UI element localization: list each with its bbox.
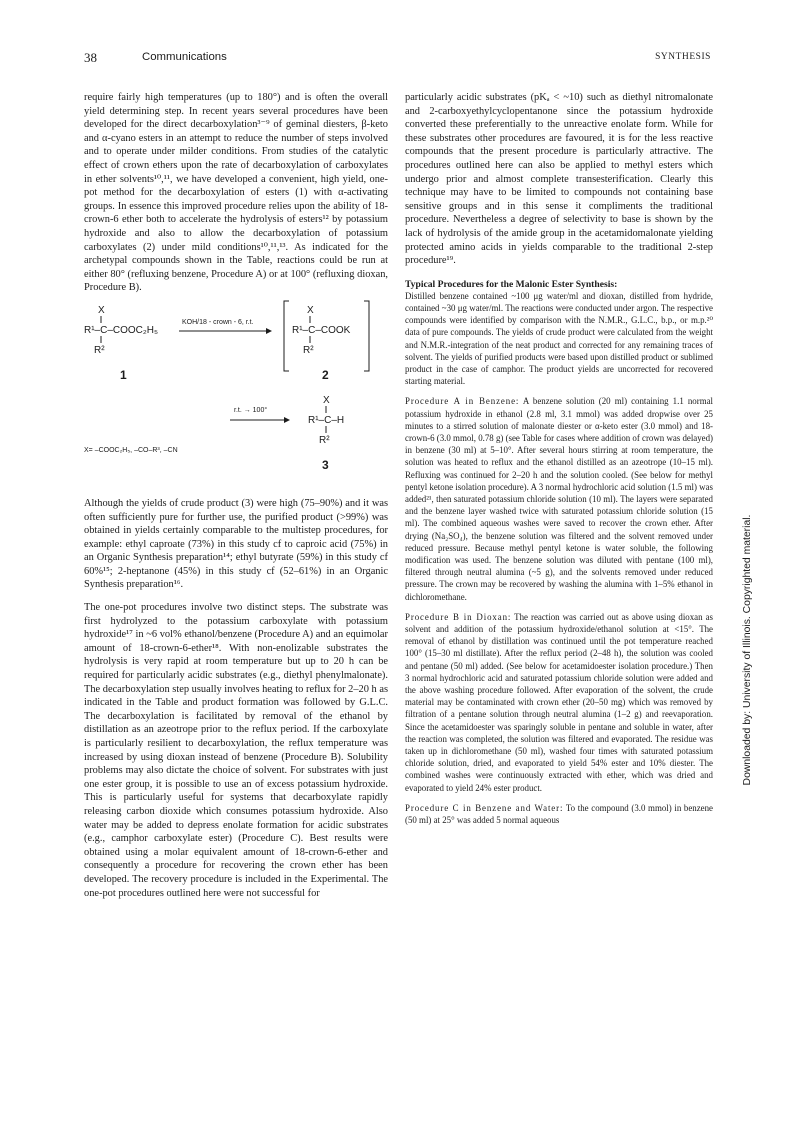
procedure-c <box>405 802 713 826</box>
procedures-heading: Typical Procedures for the Malonic Ester Synthesis: <box>405 278 618 290</box>
download-watermark: Downloaded by: University of Illinois. Copyrighted material. <box>742 514 753 786</box>
compound-label-3: 3 <box>322 457 329 472</box>
page-number: 38 <box>84 50 97 65</box>
procedure-b-text: The reaction was carried out as above using dioxan as solvent and addition of the potassium hydroxide/ethanol solution at <15°. The removal of ethanol by distillation was continued until the pot temperature reached 100° (15–30 ml distillate). After the reflux period (2–48 h), the solution was cooled and pentane (50 ml) added. (See below for acetamidoester isolation procedure.) Then 3 normal hydrochloric acid and saturated potassium chloride solution were added and the above washing procedure followed. After evaporation of the solvent, the crude material may be contaminated with crown ether (20–50 mg) which was removed by filtration of a pentane solution through neutral alumina (1–2 g) and reevaporation. Since the acetamidoester was sparingly soluble in pentane and soluble in water, after the reaction was completed, the solution was filtered and evaporated. The residue was taken up in dichloromethane (50 ml), washed four times with saturated potassium chloride solution, dried, and evaporated to yield 54% ester and 10% diester. The combined washes were continuously extracted with ether, which was dried and evaporated to yield 24% ester product. <box>405 611 713 793</box>
procedure-a <box>405 395 713 602</box>
product-formula: R¹–C–H <box>308 414 345 426</box>
paragraph-general-methods: Distilled benzene contained ~100 μg water/ml and dioxan, distilled from hydride, contained ~30 μg water/ml. The reactions were conducted under argon. The respective compounds were identified by comparison with the N.M.R., G.L.C., b.p., or m.p.²⁰ data of pure compounds. The yields of crude product were calculated from the weight and N.M.R.-integration of the neat product and corrected for any remaining traces of solvent. The yields of purified products were based upon distilled product or sublimed product in the case of camphor. The product yields are uncorrected for recovered starting material. <box>405 290 713 387</box>
r2-group-2: R² <box>303 344 314 356</box>
procedure-a-text: A benzene solution (20 ml) containing 1.1 normal potassium hydroxide in ethanol (2.8 ml, 3.1 mmol) was added dropwise over 25 minutes to a stirred solution of malonate diester or α-keto ester (3.0 mmol) and 18-crown-6 (3.0 mmol, 0.78 g) (see Table for cases where addition of crown was delayed) in benzene (30 ml) at 5–10°. After several hours stirring at room temperature, the solution was heated to reflux and the ethanol distilled as an azeotrope (10–15 ml). Refluxing was continued for 2–20 h and the solution cooled. (See below for methyl pentyl ketone isolation procedure). A 3 normal hydrochloric acid solution (1.5 ml) was added²¹, then saturated potassium chloride solution (10 ml). The layers were separated and the benzene layer washed twice with saturated potassium chloride solution (15 ml). The combined aqueous washes were saved to recover the crown ether. After drying (Na₂SO₄), the benzene solution was filtered and the solvent removed under reduced pressure. Because methyl pentyl ketone is water soluble, the following modification was used. The benzene solution was diluted with pentane (100 ml), filtered through neutral alumina (~5 g), and the solvents removed under reduced pressure. The crown may be recovered by washing the alumina with 1–5% ethanol in dichloromethane. <box>405 396 714 602</box>
procedure-c-title: Procedure C in Benzene and Water: <box>405 802 564 813</box>
x-substituent-2: X <box>307 304 314 316</box>
starting-ester-formula: R¹–C–COOC₂H₅ <box>84 324 159 336</box>
paragraph-substrates: particularly acidic substrates (pKₐ < ~10) such as diethyl nitromalonate and 2-carboxyethylcyclopentanone since the potassium hydroxide converted these preferentially to the unreactive enolate form. While for these substrates other procedures are favoured, it is for the less reactive compounds that the present procedure is particularly attractive. The procedures outlined here can also be applied to methyl esters which undergo prior and almost complete transesterification. Clearly this technique may have to be limited to compounds not containing base sensitive groups and in this sense it compliments the traditional procedure. Nevertheless a degree of selectivity to base is shown by the lack of hydrolysis of the amide group in the acetamidomalonate yielding protected amino acids in yields comparable to the traditional 2-step procedure¹⁹. <box>405 92 713 267</box>
conditions-label: r.t. → 100° <box>234 406 268 414</box>
substituent-legend: X= –COOC₂H₅, –CO–R³, –CN <box>84 446 178 454</box>
procedure-b-title: Procedure B in Dioxan: <box>405 611 512 622</box>
procedure-c-text: To the compound (3.0 mmol) in benzene (50 ml) at 25° was added 5 normal aqueous <box>405 802 713 826</box>
bracket-right <box>364 301 369 371</box>
procedure-b <box>405 611 713 794</box>
section-title: Communications <box>142 51 227 63</box>
compound-label-2: 2 <box>322 367 329 382</box>
arrowhead-2 <box>284 417 290 423</box>
reaction-scheme-graphic <box>84 299 388 587</box>
r2-group-1: R² <box>94 344 105 356</box>
page-header <box>84 50 711 68</box>
paragraph-intro: require fairly high temperatures (up to 180°) and is often the overall yield determining step. In recent years several procedures have been developed for the direct decarboxylation³⁻⁹ of geminal diesters, β-keto and α-cyano esters in an attempt to reduce the number of steps involved and to operate under milder conditions. From studies of the catalytic effect of crown ethers upon the rate of decarboxylation of carboxylates in ether solvents¹⁰,¹¹, we have developed a convenient, high yield, one-pot method for the decarboxylation of esters (1) with α-activating groups. In essence this improved procedure relies upon the ability of 18-crown-6 ether both to accelerate the hydrolysis of esters¹² by potassium hydroxide and also to allow the decarboxylation of potassium carboxylates (2) under mild conditions¹⁰,¹¹,¹³. As indicated for the archetypal compounds shown in the Table, reactions could be run at either 80° (refluxing benzene, Procedure A) or at 100° (refluxing dioxan, Procedure B). <box>84 92 388 294</box>
reaction-scheme <box>84 299 388 587</box>
r2-group-3: R² <box>319 434 330 446</box>
procedure-a-title: Procedure A in Benzene: <box>405 396 520 407</box>
reagent-label: KOH/18 - crown - 6, r.t. <box>182 318 254 326</box>
journal-name: SYNTHESIS <box>655 52 711 62</box>
paragraph-yields: Although the yields of crude product (3) were high (75–90%) and it was often sufficiently pure for further use, the purified product (>99%) was obtained in yields certainly comparable to the multistep procedures, for example: ethyl caproate (73%) in this study cf to caproic acid (75%) in an Organic Synthesis preparation¹⁴; ethyl butyrate (59%) in this study cf 60%¹⁵; 2-heptanone (45%) in this study cf (52–61%) in an Organic Synthesis preparation¹⁶. <box>84 497 388 591</box>
arrowhead-1 <box>266 328 272 334</box>
carboxylate-formula: R¹–C–COOK <box>292 324 351 336</box>
left-column <box>84 91 388 900</box>
x-substituent-3: X <box>323 394 330 406</box>
right-column <box>405 91 713 826</box>
compound-label-1: 1 <box>120 367 127 382</box>
bracket-left <box>284 301 289 371</box>
paragraph-procedure-overview: The one-pot procedures involve two distinct steps. The substrate was first hydrolyzed to the potassium carboxylate with potassium hydroxide¹⁷ in ~6 vol% ethanol/benzene (Procedure A) and an equimolar amount of 18-crown-6-ether¹⁸. With non-enolizable substrates the hydrolysis is very rapid at room temperature but up to 20 h can be required for particularly acidic substrates (e.g., diethyl phenylmalonate). The decarboxylation step usually involves heating to reflux for 2–20 h as indicated in the Table and product formation was followed by G.L.C. The decarboxylation is facilitated by removal of the ethanol by distillation as an azeotrope prior to the reflux period. If the carboxylate is particularly resilient to decarboxylation, the reflux temperature was increased by using dioxan instead of benzene (Procedure B). Solubility problems may also dictate the choice of solvent. For substrates with just one ester group, it is possible to use an of excess potassium hydroxide. This is particularly useful for systems that decarboxylate rapidly releasing carbon dioxide which consumes potassium hydroxide. Also water may be added to depress enolate formation for acidic substrates (e.g., camphor carboxylate ester) (Procedure C). Best results were obtained using a molar equivalent amount of 18-crown-6-ether and consequently a procedure for recovering the crown ether has been developed. The recovery procedure is included in the Experimental. The one-pot procedures outlined here were not successful for <box>84 602 388 899</box>
x-substituent-1: X <box>98 304 105 316</box>
